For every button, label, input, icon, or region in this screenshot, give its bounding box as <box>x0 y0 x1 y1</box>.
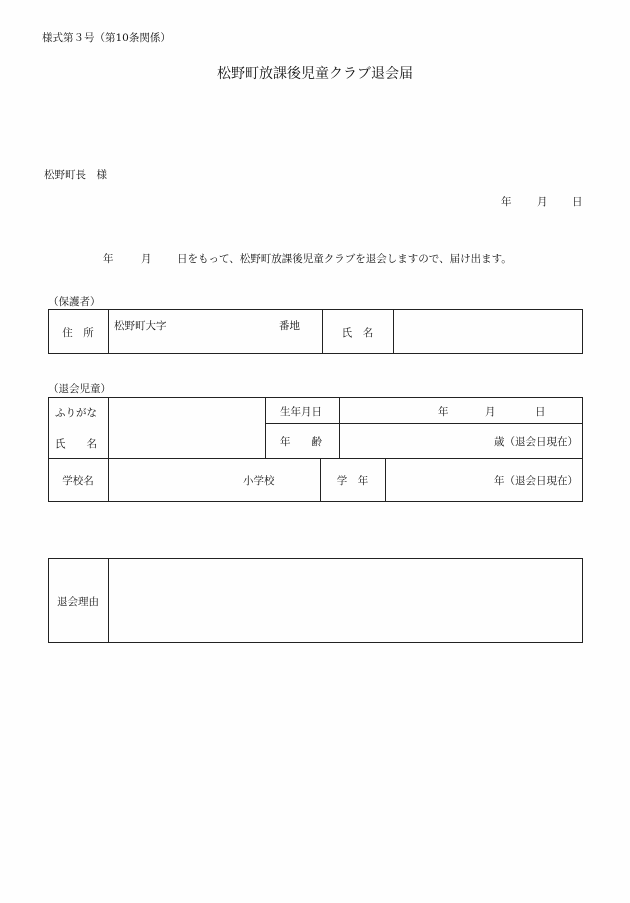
school-suffix: 小学校 <box>243 475 275 487</box>
child-birthdate-label: 生年月日 <box>280 406 322 418</box>
date-year: 年 <box>501 196 512 208</box>
page-title: 松野町放課後児童クラブ退会届 <box>217 66 413 82</box>
child-name-label: 氏 名 <box>55 438 97 450</box>
date-month: 月 <box>537 196 548 208</box>
guardian-address-suffix: 番地 <box>279 320 300 332</box>
child-furigana-label: ふりがな <box>55 407 97 419</box>
birth-day: 日 <box>535 406 546 418</box>
divider <box>265 423 583 424</box>
divider <box>265 397 266 458</box>
divider <box>385 458 386 502</box>
grade-label: 学 年 <box>336 475 369 487</box>
birth-month: 月 <box>485 406 496 418</box>
divider <box>108 309 109 354</box>
reason-field[interactable] <box>111 561 580 640</box>
divider <box>108 397 109 502</box>
guardian-address-field[interactable] <box>177 315 277 347</box>
reason-label: 退会理由 <box>57 596 99 608</box>
child-age-value: 歳（退会日現在） <box>494 436 578 448</box>
form-number: 様式第３号（第10条関係） <box>42 32 171 44</box>
birth-year: 年 <box>438 406 449 418</box>
child-age-label: 年 齢 <box>280 436 322 448</box>
divider <box>339 397 340 458</box>
guardian-address-label: 住 所 <box>62 327 94 339</box>
guardian-name-field[interactable] <box>396 312 580 351</box>
divider <box>393 309 394 354</box>
child-name-field[interactable] <box>111 400 262 455</box>
guardian-address-prefix: 松野町大字 <box>114 320 167 332</box>
statement-text: 日をもって、松野町放課後児童クラブを退会しますので、届け出ます。 <box>177 253 512 265</box>
school-label: 学校名 <box>62 475 94 487</box>
grade-value: 年（退会日現在） <box>494 475 578 487</box>
child-section-label: （退会児童） <box>48 383 111 395</box>
addressee: 松野町長 様 <box>44 169 107 181</box>
guardian-name-label: 氏 名 <box>341 327 374 339</box>
divider <box>108 558 109 643</box>
divider <box>48 458 583 459</box>
statement-month: 月 <box>141 253 152 265</box>
date-day: 日 <box>572 196 583 208</box>
guardian-section-label: （保護者） <box>48 296 101 308</box>
statement-year: 年 <box>103 253 114 265</box>
